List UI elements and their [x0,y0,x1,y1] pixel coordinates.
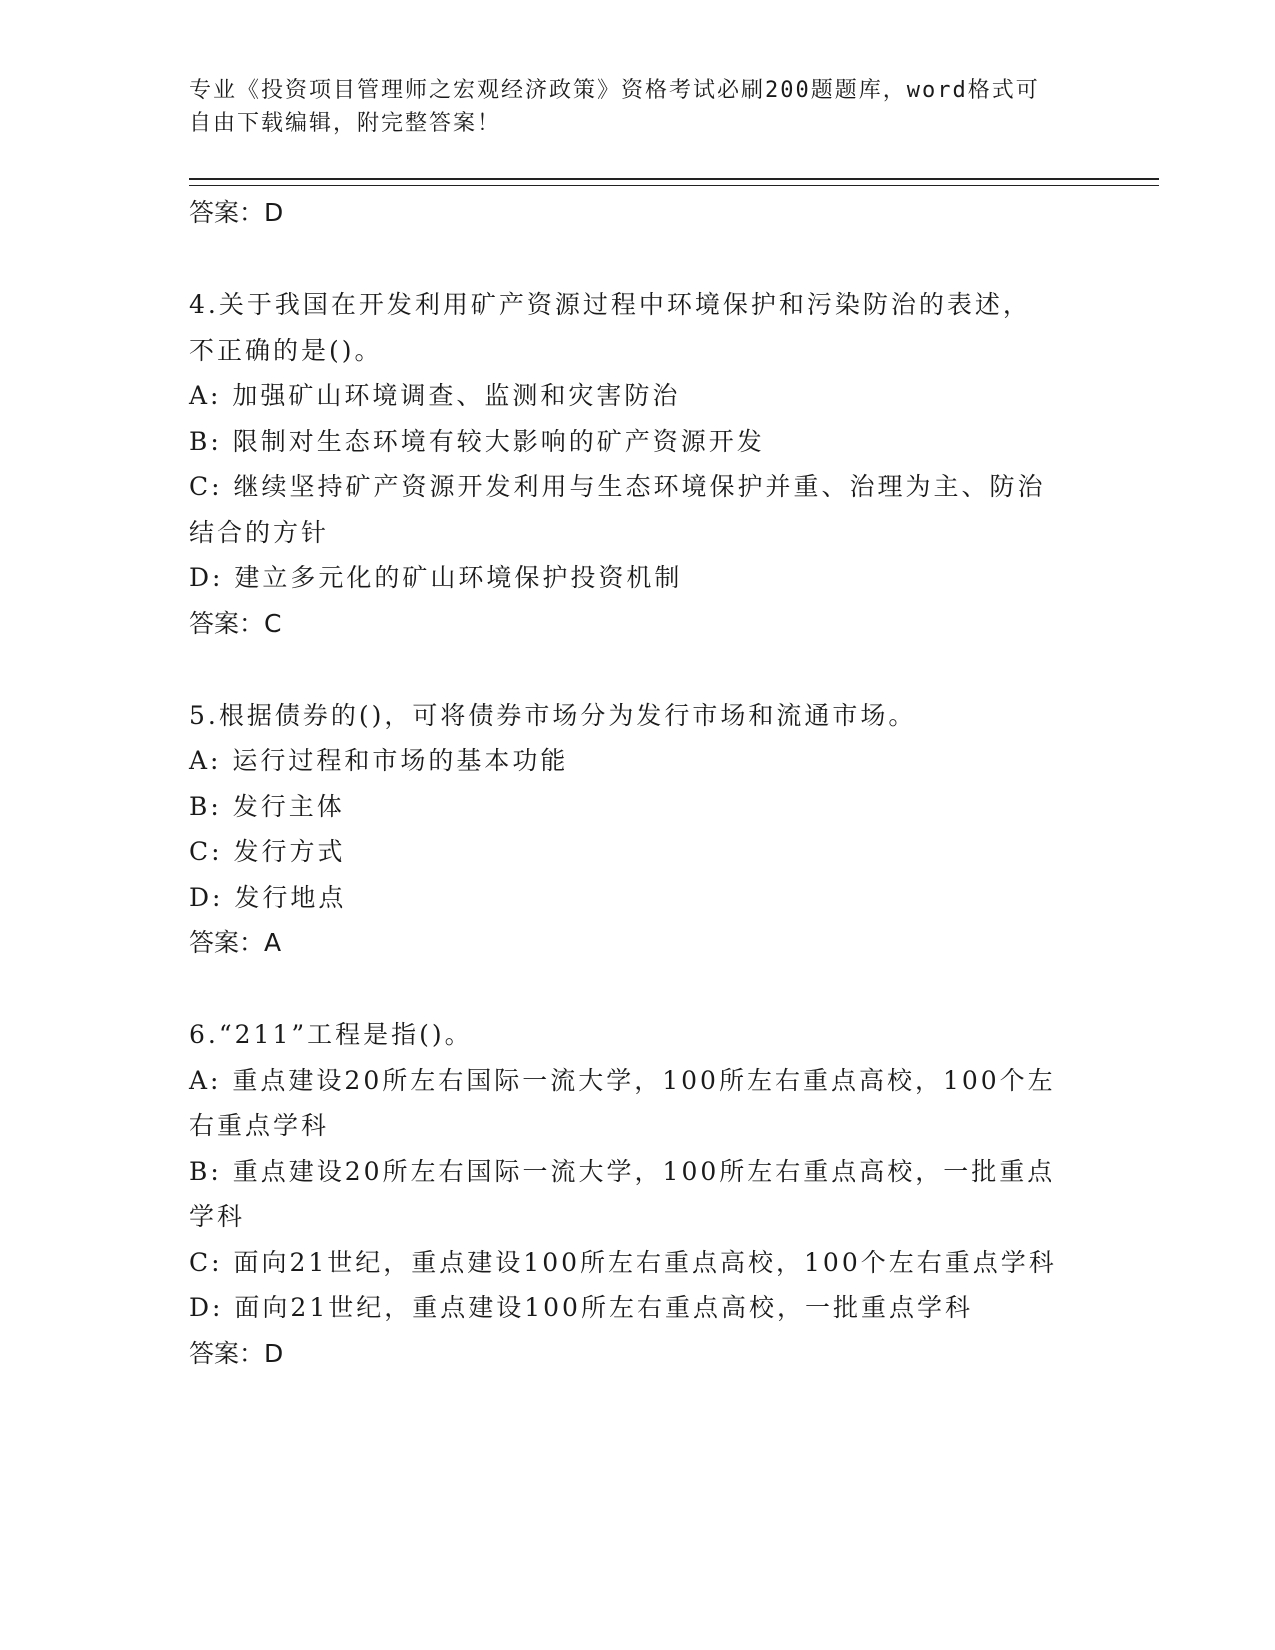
option-a: A: 运行过程和市场的基本功能 [189,746,569,775]
option-b: B: 发行主体 [189,791,345,821]
option-c: C: 继续坚持矿产资源开发利用与生态环境保护并重、治理为主、防治 [189,472,1046,501]
option-d: D: 面向21世纪，重点建设100所左右重点高校，一批重点学科 [189,1293,973,1322]
option-b: B: 重点建设20所左右国际一流大学，100所左右重点高校，一批重点 [189,1156,1056,1186]
question-stem-line: 4.关于我国在开发利用矿产资源过程中环境保护和污染防治的表述， [189,290,1031,319]
option-d: D: 建立多元化的矿山环境保护投资机制 [189,563,683,592]
answer: 答案：D [189,1338,284,1368]
answer: 答案：A [189,928,282,957]
question-list [189,190,1089,1423]
answer: 答案：C [189,608,282,638]
document-header [189,74,1089,140]
option-c-continued: 结合的方针 [189,517,330,547]
option-c: C: 发行方式 [189,837,346,866]
question-6 [189,1012,1089,1377]
header-title-line-2: 自由下载编辑，附完整答案！ [189,111,502,136]
option-c: C: 面向21世纪，重点建设100所左右重点高校，100个左右重点学科 [189,1247,1057,1277]
option-b-continued: 学科 [189,1202,246,1231]
option-a-continued: 右重点学科 [189,1111,330,1140]
question-4 [189,282,1089,647]
question-5 [189,693,1089,967]
header-title-line-1: 专业《投资项目管理师之宏观经济政策》资格考试必刷200题题库，word格式可 [189,78,1040,103]
option-b: B: 限制对生态环境有较大影响的矿产资源开发 [189,426,765,456]
header-divider [189,178,1159,186]
option-d: D: 发行地点 [189,882,347,912]
option-a: A: 加强矿山环境调查、监测和灾害防治 [189,381,681,410]
option-a: A: 重点建设20所左右国际一流大学，100所左右重点高校，100个左 [189,1065,1056,1095]
leading-answer: 答案：D [189,198,284,227]
question-stem-line: 6.“211”工程是指()。 [189,1020,473,1049]
question-stem-line: 不正确的是()。 [189,335,383,365]
question-stem-line: 5.根据债券的()，可将债券市场分为发行市场和流通市场。 [189,700,917,730]
